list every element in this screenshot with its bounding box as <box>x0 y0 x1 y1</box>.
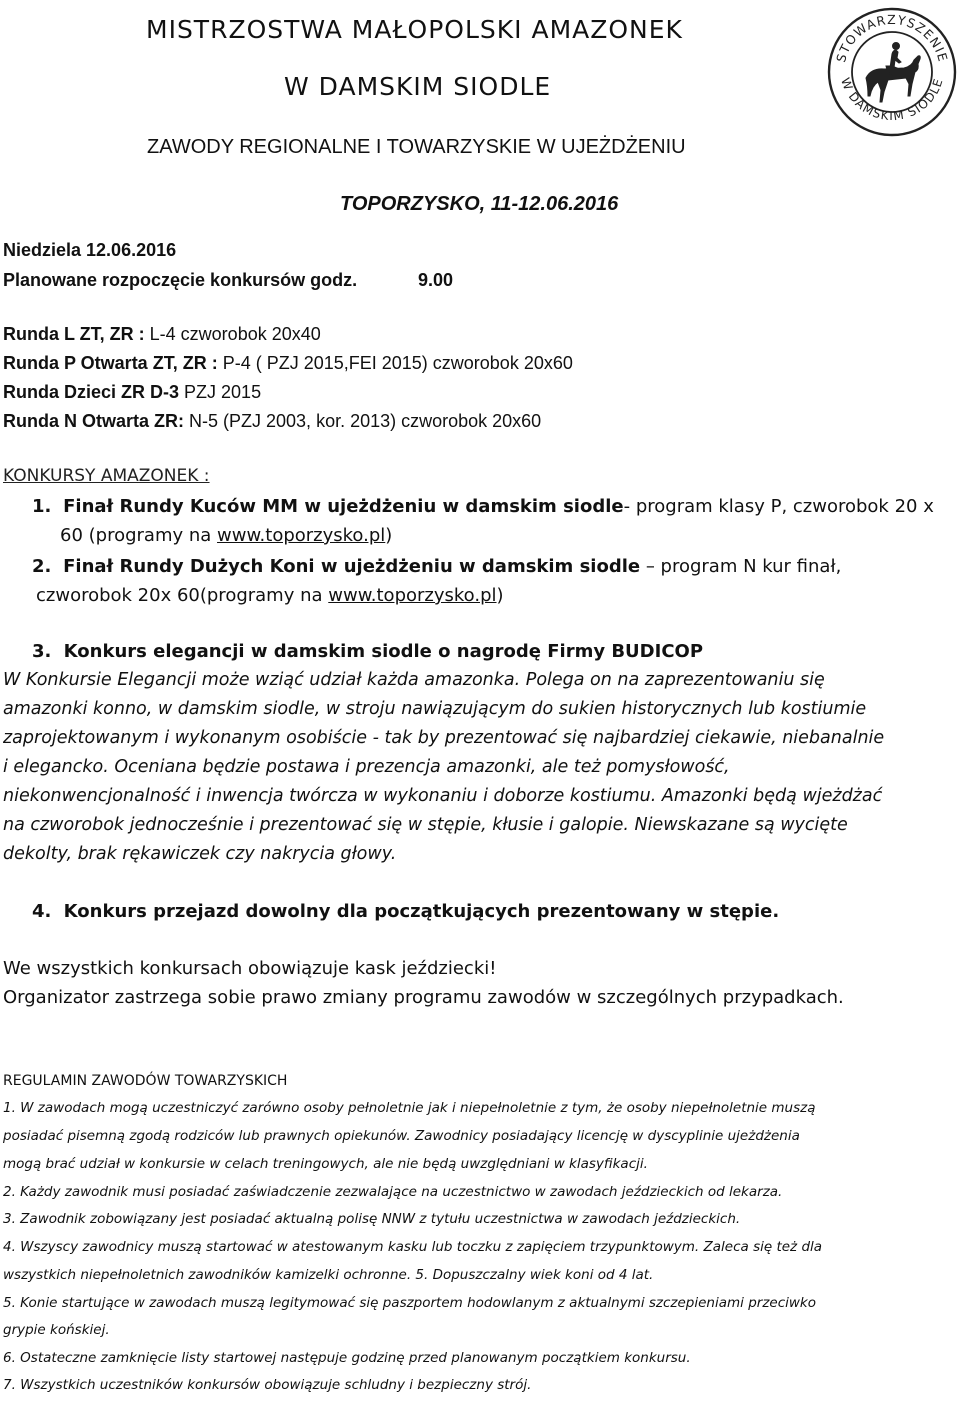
place-date: TOPORZYSKO, 11-12.06.2016 <box>340 193 619 215</box>
round-name: Runda P Otwarta ZT, ZR : <box>3 353 218 373</box>
round-detail: L-4 czworobok 20x40 <box>144 324 321 344</box>
regulation-line: 7. Wszystkich uczestników konkursów obowiązuje schludny i bezpieczny strój. <box>3 1377 532 1393</box>
website-link[interactable]: www.toporzysko.pl <box>217 525 386 546</box>
round-row <box>3 411 541 432</box>
contest-title: Finał Rundy Kuców MM w ujeżdżeniu w damskim siodle <box>63 496 624 517</box>
regulation-line: 1. W zawodach mogą uczestniczyć zarówno osoby pełnoletnie jak i niepełnoletnie z tym, że osoby niepełnoletnie muszą <box>3 1100 816 1116</box>
association-logo-seal <box>826 6 958 138</box>
round-detail: PZJ 2015 <box>179 382 262 402</box>
round-row <box>3 382 261 403</box>
regulation-line: mogą brać udział w konkursie w celach treningowych, ale nie będą uwzględniani w klasyfikacji. <box>3 1156 648 1172</box>
contest-number: 4. <box>32 901 52 922</box>
contest-item-4 <box>32 901 779 922</box>
regulation-line: 5. Konie startujące w zawodach muszą legitymować się paszportem hodowlanym z aktualnymi szczepieniami przeciwko <box>3 1295 817 1311</box>
contest-3-desc-line: na czworobok jednocześnie i prezentować się w stępie, kłusie i galopie. Niewskazane są wycięte <box>3 815 848 835</box>
contest-item-2-line-2 <box>36 585 504 606</box>
helmet-note: We wszystkich konkursach obowiązuje kask jeździecki! <box>3 958 497 979</box>
contest-title: Konkurs elegancji w damskim siodle o nagrodę Firmy BUDICOP <box>63 641 704 662</box>
regulation-line: wszystkich niepełnoletnich zawodników kamizelki ochronne. 5. Dopuszczalny wiek koni od 4 lat. <box>3 1267 654 1283</box>
contest-3-desc-line: W Konkursie Elegancji może wziąć udział każda amazonka. Polega on na zaprezentowaniu się <box>3 670 825 690</box>
round-detail: P-4 ( PZJ 2015,FEI 2015) czworobok 20x60 <box>217 353 573 373</box>
regulation-line: grypie końskiej. <box>3 1322 110 1338</box>
contest-3-desc-line: zaprojektowanym i wykonanym osobiście - tak by prezentować się najbardziej ciekawie, niebanalnie <box>3 728 885 748</box>
contest-detail: 60 (programy na <box>60 525 218 546</box>
round-name: Runda Dzieci ZR D-3 <box>3 382 180 402</box>
contest-item-3 <box>32 641 703 662</box>
contest-3-desc-line: niekonwencjonalność i inwencja twórcza w wykonaniu i doborze kostiumu. Amazonki będą wjeżdżać <box>3 786 883 806</box>
contest-3-desc-line: dekolty, brak rękawiczek czy nakrycia głowy. <box>3 844 397 864</box>
horse-rider-icon <box>866 43 920 103</box>
regulation-line: 6. Ostateczne zamknięcie listy startowej następuje godzinę przed planowanym początkiem konkursu. <box>3 1350 691 1366</box>
schedule-day: Niedziela 12.06.2016 <box>3 240 177 260</box>
round-detail: N-5 (PZJ 2003, kor. 2013) czworobok 20x60 <box>184 411 542 431</box>
contest-detail: ) <box>385 525 393 546</box>
contest-title: Konkurs przejazd dowolny dla początkujących prezentowany w stępie. <box>63 901 780 922</box>
regulation-line: 4. Wszyscy zawodnicy muszą startować w atestowanym kasku lub toczku z zapięciem trzypunktowym. Zaleca się też dla <box>3 1239 823 1255</box>
logo-text-bottom: W DAMSKIM SIODLE <box>838 75 946 124</box>
regulation-line: 3. Zawodnik zobowiązany jest posiadać aktualną polisę NNW z tytułu uczestnictwa w zawodach jeździeckich. <box>3 1211 741 1227</box>
title-line-1: MISTRZOSTWA MAŁOPOLSKI AMAZONEK <box>146 15 683 44</box>
contest-item-2 <box>32 556 841 577</box>
contest-detail: ) <box>496 585 504 606</box>
contest-detail: – program N kur finał, <box>640 556 842 577</box>
contest-number: 1. <box>32 496 52 517</box>
regulation-line: posiadać pisemną zgodą rodziców lub prawnych opiekunów. Zawodnicy posiadający licencję w dyscyplinie ujeżdżenia <box>3 1128 800 1144</box>
logo-text-top: STOWARZYSZENIE <box>833 11 951 64</box>
contest-item-1-line-2 <box>60 525 392 546</box>
organizer-note: Organizator zastrzega sobie prawo zmiany programu zawodów w szczególnych przypadkach. <box>3 987 844 1008</box>
subtitle: ZAWODY REGIONALNE I TOWARZYSKIE W UJEŻDŻENIU <box>147 136 686 158</box>
contest-number: 3. <box>32 641 52 662</box>
contest-3-desc-line: amazonki konno, w damskim siodle, w stroju nawiązującym do sukien historycznych lub kostiumie <box>3 699 867 719</box>
regulations-heading: REGULAMIN ZAWODÓW TOWARZYSKICH <box>3 1073 288 1089</box>
contest-title: Finał Rundy Dużych Koni w ujeżdżeniu w damskim siodle <box>63 556 641 577</box>
schedule-start-time: 9.00 <box>418 270 454 290</box>
round-name: Runda N Otwarta ZR: <box>3 411 185 431</box>
schedule-start-label: Planowane rozpoczęcie konkursów godz. <box>3 270 358 290</box>
round-name: Runda L ZT, ZR : <box>3 324 145 344</box>
round-row <box>3 353 573 374</box>
round-row <box>3 324 321 345</box>
contests-heading: KONKURSY AMAZONEK : <box>3 466 210 486</box>
contest-detail: - program klasy P, czworobok 20 x <box>623 496 934 517</box>
contest-number: 2. <box>32 556 52 577</box>
regulation-line: 2. Każdy zawodnik musi posiadać zaświadczenie zezwalające na uczestnictwo w zawodach jeździeckich od lekarza. <box>3 1184 783 1200</box>
website-link[interactable]: www.toporzysko.pl <box>328 585 497 606</box>
contest-item-1 <box>32 496 934 517</box>
contest-3-desc-line: i elegancko. Oceniana będzie postawa i prezencja amazonki, ale też pomysłowość, <box>3 757 730 777</box>
contest-detail: czworobok 20x 60(programy na <box>36 585 329 606</box>
title-line-2: W DAMSKIM SIODLE <box>284 72 552 101</box>
